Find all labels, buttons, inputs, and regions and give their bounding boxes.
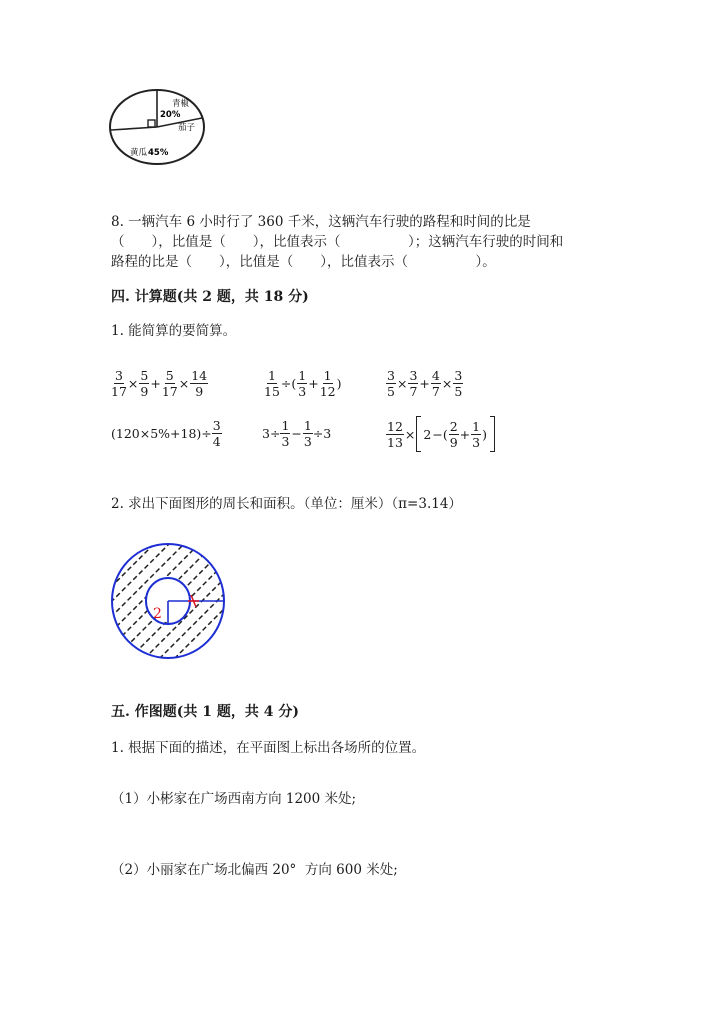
section5-item1: （1）小彬家在广场西南方向 1200 米处; — [111, 791, 357, 807]
expr-1: $\frac{3}{17}$ × $\frac{5}{9}$ + $\frac{5}{17}$ × $\frac{14}{9}$ — [111, 368, 208, 399]
pie-label-huanggua: 黄瓜 — [130, 148, 148, 158]
pie-pct-huanggua: 45% — [148, 148, 169, 158]
pie-label-qingjiao: 青椒 — [172, 99, 190, 109]
q8-line1: 8. 一辆汽车 6 小时行了 360 千米，这辆汽车行驶的路程和时间的比是 — [111, 214, 531, 230]
pie-label-qiezi: 茄子 — [178, 123, 196, 133]
q8-line3: 路程的比是（ ），比值是（ ），比值表示（ ）。 — [111, 254, 496, 270]
expr-2: $\frac{1}{15}$ ÷( $\frac{1}{3}$ + $\frac{1}{12}$ ) — [264, 368, 342, 399]
expr-5: 3÷ $\frac{1}{3}$ − $\frac{1}{3}$ ÷3 — [262, 418, 332, 449]
q8-line2: （ ），比值是（ ），比值表示（ ）；这辆汽车行驶的时间和 — [111, 234, 564, 250]
expr-3: $\frac{3}{5}$ × $\frac{3}{7}$ + $\frac{4}{7}$ × $\frac{3}{5}$ — [387, 368, 463, 399]
section4-q2: 2. 求出下面图形的周长和面积。（单位：厘米）（π=3.14） — [111, 496, 462, 512]
section4-title: 四. 计算题(共 2 题，共 18 分) — [111, 289, 309, 305]
section5-title: 五. 作图题(共 1 题，共 4 分) — [111, 704, 299, 720]
ring-figure — [108, 540, 228, 664]
expr-6: $\frac{12}{13}$ × 2 −( $\frac{2}{9}$ + $\frac{1}{3}$ ) — [386, 416, 495, 452]
pie-pct-qingjiao: 20% — [160, 110, 181, 120]
section5-q1: 1. 根据下面的描述，在平面图上标出各场所的位置。 — [111, 740, 426, 756]
ring-radius-label: 2 — [153, 606, 162, 622]
pie-chart — [108, 87, 208, 167]
section4-q1: 1. 能简算的要简算。 — [111, 323, 237, 339]
expr-4: (120×5%+18)÷ $\frac{3}{4}$ — [111, 418, 221, 449]
section5-item2: （2）小丽家在广场北偏西 20° 方向 600 米处; — [111, 862, 398, 878]
